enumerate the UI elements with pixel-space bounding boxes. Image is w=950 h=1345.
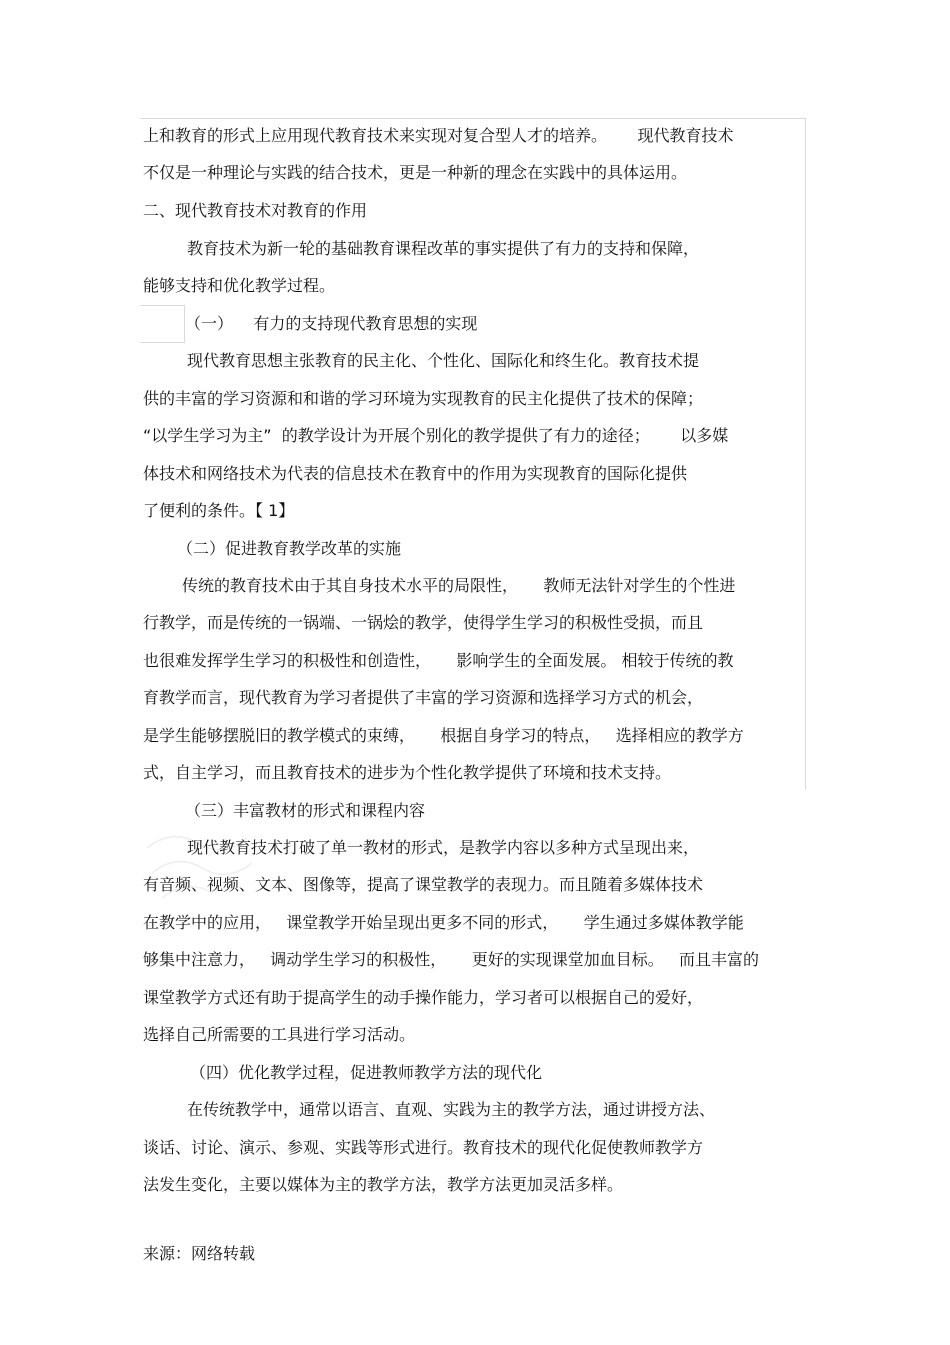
text-line: 现代教育技术打破了单一教材的形式，是教学内容以多种方式呈现出来，	[187, 838, 700, 857]
text-line: “以学生学习为主” 的教学设计为开展个别化的教学提供了有力的途径； 以多媒	[143, 426, 729, 445]
text-line: 选择自己所需要的工具进行学习活动。	[143, 1025, 416, 1044]
text-line: 来源：网络转载	[143, 1244, 256, 1263]
text-line: 在教学中的应用， 课堂教学开始呈现出更多不同的形式， 学生通过多媒体教学能	[143, 913, 744, 932]
text-line: （三）丰富教材的形式和课程内容	[185, 801, 426, 820]
text-line: 教育技术为新一轮的基础教育课程改革的事实提供了有力的支持和保障，	[187, 239, 700, 258]
text-line: （二）促进教育教学改革的实施	[177, 539, 402, 558]
text-line: 育教学而言，现代教育为学习者提供了丰富的学习资源和选择学习方式的机会，	[143, 688, 704, 707]
text-line: 法发生变化，主要以媒体为主的教学方法，教学方法更加灵活多样。	[143, 1175, 624, 1194]
text-line: 能够支持和优化教学过程。	[143, 276, 336, 295]
text-line: 谈话、讨论、演示、参观、实践等形式进行。教育技术的现代化促使教师教学方	[143, 1138, 704, 1157]
text-line: 传统的教育技术由于其自身技术水平的局限性， 教师无法针对学生的个性进	[182, 576, 736, 595]
text-line: 够集中注意力， 调动学生学习的积极性， 更好的实现课堂加血目标。 而且丰富的	[143, 950, 759, 969]
text-line: 也很难发挥学生学习的积极性和创造性， 影响学生的全面发展。 相较于传统的教	[143, 651, 734, 670]
text-line: （一） 有力的支持现代教育思想的实现	[185, 314, 478, 333]
text-line: （四）优化教学过程，促进教师教学方法的现代化	[190, 1063, 543, 1082]
document-frame-notch	[140, 305, 185, 343]
text-line: 体技术和网络技术为代表的信息技术在教育中的作用为实现教育的国际化提供	[143, 464, 688, 483]
text-line: 不仅是一种理论与实践的结合技术，更是一种新的理念在实践中的具体运用。	[143, 163, 688, 182]
text-line: 二、现代教育技术对教育的作用	[143, 201, 368, 220]
text-line: 在传统教学中，通常以语言、直观、实践为主的教学方法，通过讲授方法、	[187, 1100, 716, 1119]
text-line: 课堂教学方式还有助于提高学生的动手操作能力，学习者可以根据自己的爱好，	[143, 988, 704, 1007]
text-line: 有音频、视频、文本、图像等，提高了课堂教学的表现力。而且随着多媒体技术	[143, 875, 704, 894]
text-line: 是学生能够摆脱旧的教学模式的束缚， 根据自身学习的特点， 选择相应的教学方	[143, 726, 744, 745]
text-line: 行教学，而是传统的一锅端、一锅烩的教学，使得学生学习的积极性受损，而且	[143, 613, 704, 632]
text-line: 了便利的条件。【 1】	[143, 501, 295, 520]
text-line: 供的丰富的学习资源和和谐的学习环境为实现教育的民主化提供了技术的保障；	[143, 389, 704, 408]
text-line: 式，自主学习，而且教育技术的进步为个性化教学提供了环境和技术支持。	[143, 763, 672, 782]
text-line: 上和教育的形式上应用现代教育技术来实现对复合型人才的培养。 现代教育技术	[143, 126, 734, 145]
text-line: 现代教育思想主张教育的民主化、个性化、国际化和终生化。教育技术提	[187, 351, 700, 370]
